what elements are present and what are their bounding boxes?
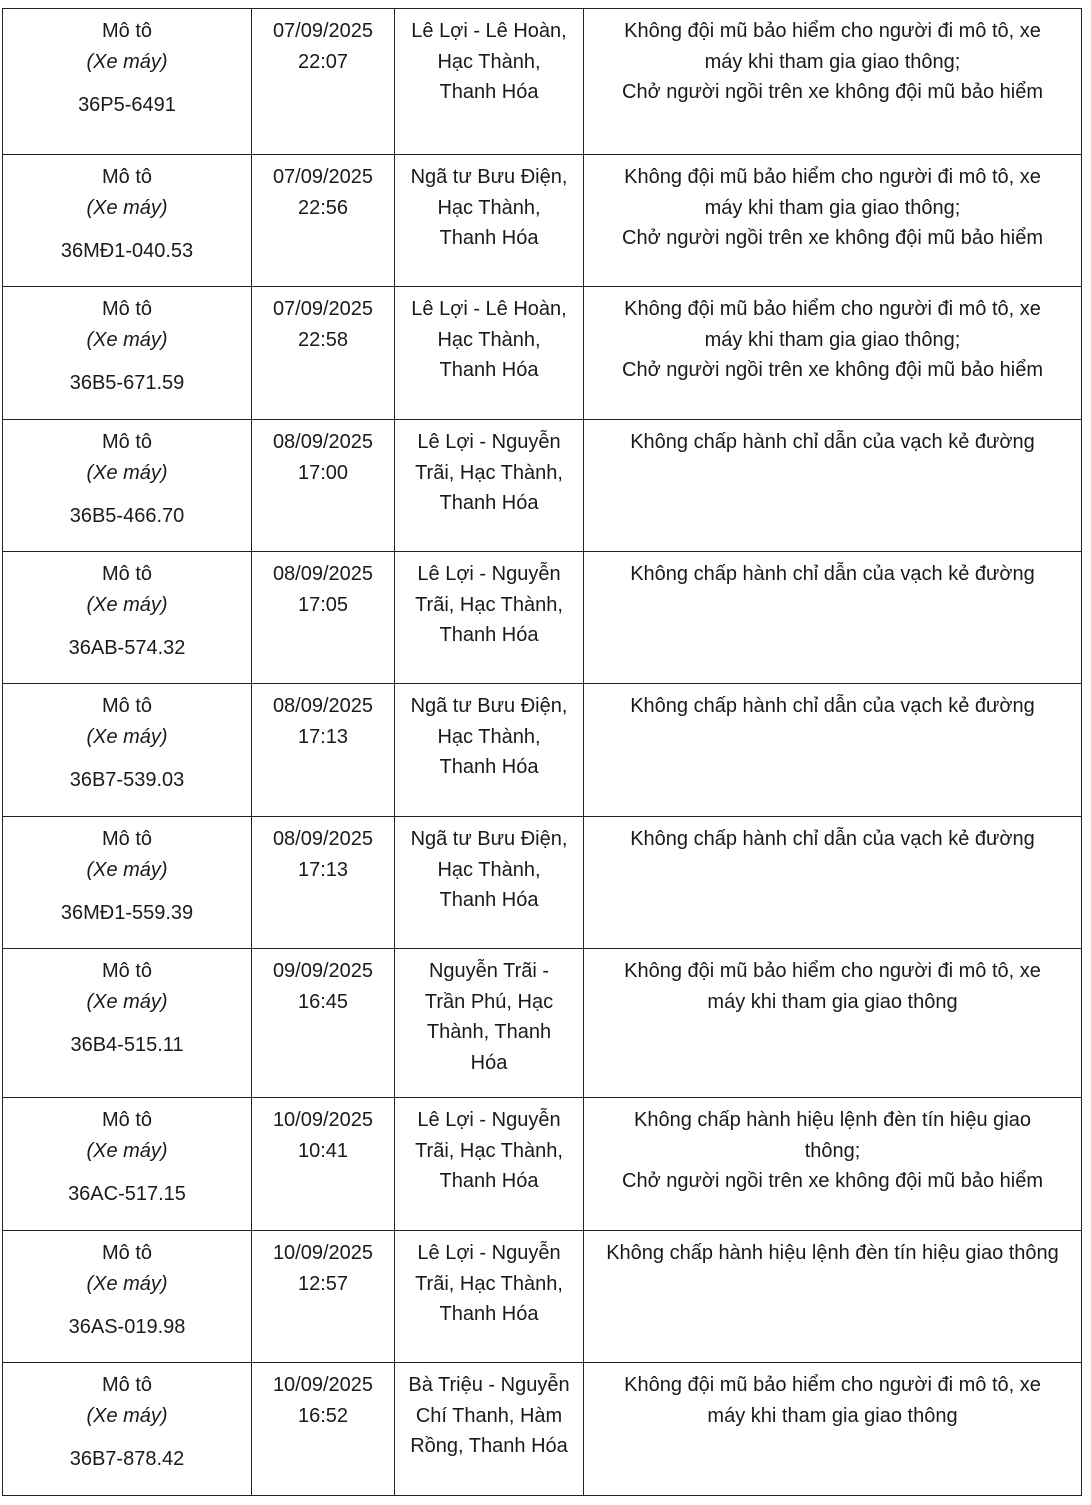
table-row (3, 1231, 1082, 1363)
violation-cell (584, 1098, 1082, 1231)
vehicle-subtype: (Xe máy) (86, 725, 168, 748)
violation-time: 22:56 (297, 196, 349, 219)
location-cell (395, 684, 584, 817)
datetime-cell (252, 420, 395, 552)
violation-cell (584, 552, 1082, 684)
location-line: Thanh Hóa (439, 227, 539, 249)
datetime-cell (252, 155, 395, 287)
license-plate: 36B5-466.70 (69, 505, 185, 527)
violation-line: Chở người ngồi trên xe không đội mũ bảo hiểm (622, 81, 1043, 103)
location-line: Thanh Hóa (439, 1170, 539, 1192)
violation-cell (584, 9, 1082, 155)
license-plate: 36B5-671.59 (69, 372, 185, 394)
vehicle-type: Mô tô (101, 1242, 153, 1264)
location-line: Chí Thanh, Hàm (415, 1404, 563, 1427)
table-row (3, 287, 1082, 420)
vehicle-type: Mô tô (101, 563, 153, 585)
datetime-cell (252, 1098, 395, 1231)
vehicle-type: Mô tô (101, 1109, 153, 1131)
violation-date: 08/09/2025 (272, 563, 374, 585)
location-line: Nguyễn Trãi - (428, 960, 550, 982)
violation-date: 07/09/2025 (272, 298, 374, 320)
violation-line: Không đội mũ bảo hiểm cho người đi mô tô, xe (624, 1374, 1041, 1396)
violation-date: 10/09/2025 (272, 1242, 374, 1264)
violation-time: 17:00 (297, 461, 349, 484)
violation-time: 17:13 (297, 725, 349, 748)
vehicle-cell (3, 552, 252, 684)
vehicle-subtype: (Xe máy) (86, 858, 168, 881)
location-cell (395, 420, 584, 552)
violation-time: 22:07 (297, 50, 349, 73)
license-plate: 36AC-517.15 (68, 1183, 186, 1205)
vehicle-cell (3, 155, 252, 287)
vehicle-subtype: (Xe máy) (86, 328, 168, 351)
violation-date: 08/09/2025 (272, 828, 374, 850)
datetime-cell (252, 949, 395, 1098)
location-line: Ngã tư Bưu Điện, (410, 695, 568, 717)
location-cell (395, 9, 584, 155)
violation-cell (584, 420, 1082, 552)
datetime-cell (252, 684, 395, 817)
location-line: Thành, Thanh (426, 1021, 552, 1043)
location-cell (395, 1363, 584, 1496)
location-cell (395, 552, 584, 684)
violation-time: 17:05 (297, 593, 349, 616)
license-plate: 36B7-878.42 (69, 1448, 185, 1470)
datetime-cell (252, 1363, 395, 1496)
table-row (3, 1098, 1082, 1231)
table-row (3, 155, 1082, 287)
location-line: Lê Lợi - Nguyễn (417, 563, 561, 585)
vehicle-cell (3, 1363, 252, 1496)
violation-line: máy khi tham gia giao thông; (704, 50, 961, 73)
location-line: Thanh Hóa (439, 81, 539, 103)
datetime-cell (252, 287, 395, 420)
violation-cell (584, 684, 1082, 817)
location-line: Lê Lợi - Lê Hoàn, (411, 298, 567, 320)
location-line: Thanh Hóa (439, 889, 539, 911)
violation-line: Chở người ngồi trên xe không đội mũ bảo hiểm (622, 359, 1043, 381)
violation-date: 10/09/2025 (272, 1109, 374, 1131)
location-line: Thanh Hóa (439, 359, 539, 381)
vehicle-type: Mô tô (101, 166, 153, 188)
violation-line: máy khi tham gia giao thông; (704, 328, 961, 351)
license-plate: 36B7-539.03 (69, 769, 185, 791)
violation-date: 09/09/2025 (272, 960, 374, 982)
license-plate: 36MĐ1-040.53 (60, 240, 194, 262)
table-row (3, 1363, 1082, 1496)
license-plate: 36AS-019.98 (68, 1316, 186, 1338)
license-plate: 36MĐ1-559.39 (60, 902, 194, 924)
violation-line: Không chấp hành hiệu lệnh đèn tín hiệu giao (633, 1109, 1031, 1131)
violation-line: thông; (804, 1139, 861, 1162)
location-line: Bà Triệu - Nguyễn (408, 1374, 570, 1396)
vehicle-cell (3, 287, 252, 420)
violation-time: 22:58 (297, 328, 349, 351)
location-cell (395, 817, 584, 949)
location-line: Lê Lợi - Nguyễn (417, 1109, 561, 1131)
location-line: Thanh Hóa (439, 756, 539, 778)
location-line: Ngã tư Bưu Điện, (410, 828, 568, 850)
table-row (3, 949, 1082, 1098)
vehicle-type: Mô tô (101, 298, 153, 320)
vehicle-type: Mô tô (101, 1374, 153, 1396)
vehicle-type: Mô tô (101, 431, 153, 453)
vehicle-subtype: (Xe máy) (86, 461, 168, 484)
violation-line: máy khi tham gia giao thông (707, 1404, 958, 1427)
vehicle-type: Mô tô (101, 695, 153, 717)
location-cell (395, 155, 584, 287)
violation-line: Chở người ngồi trên xe không đội mũ bảo hiểm (622, 1170, 1043, 1192)
location-line: Thanh Hóa (439, 492, 539, 514)
vehicle-cell (3, 949, 252, 1098)
vehicle-cell (3, 9, 252, 155)
violation-line: Không đội mũ bảo hiểm cho người đi mô tô, xe (624, 166, 1041, 188)
table-row (3, 9, 1082, 155)
license-plate: 36AB-574.32 (68, 637, 186, 659)
location-line: Hạc Thành, (437, 858, 541, 881)
violation-line: Chở người ngồi trên xe không đội mũ bảo hiểm (622, 227, 1043, 249)
vehicle-subtype: (Xe máy) (86, 1272, 168, 1295)
vehicle-subtype: (Xe máy) (86, 196, 168, 219)
location-cell (395, 1098, 584, 1231)
violation-line: Không chấp hành chỉ dẫn của vạch kẻ đường (630, 695, 1035, 717)
violation-date: 08/09/2025 (272, 431, 374, 453)
vehicle-type: Mô tô (101, 20, 153, 42)
location-line: Trãi, Hạc Thành, (415, 1139, 563, 1162)
table-row (3, 552, 1082, 684)
violation-cell (584, 1231, 1082, 1363)
violation-cell (584, 949, 1082, 1098)
vehicle-type: Mô tô (101, 960, 153, 982)
violation-time: 12:57 (297, 1272, 349, 1295)
location-line: Trãi, Hạc Thành, (415, 593, 563, 616)
violation-line: Không chấp hành hiệu lệnh đèn tín hiệu giao thông (606, 1242, 1059, 1264)
location-line: Trãi, Hạc Thành, (415, 461, 563, 484)
location-line: Lê Lợi - Nguyễn (417, 431, 561, 453)
violation-date: 10/09/2025 (272, 1374, 374, 1396)
location-line: Trãi, Hạc Thành, (415, 1272, 563, 1295)
location-line: Hạc Thành, (437, 328, 541, 351)
violation-time: 16:45 (297, 990, 349, 1013)
violation-cell (584, 155, 1082, 287)
vehicle-subtype: (Xe máy) (86, 990, 168, 1013)
location-cell (395, 287, 584, 420)
location-line: Thanh Hóa (439, 624, 539, 646)
location-line: Hóa (470, 1051, 508, 1074)
license-plate: 36P5-6491 (78, 94, 176, 116)
violation-cell (584, 1363, 1082, 1496)
table-row (3, 684, 1082, 817)
violation-line: Không đội mũ bảo hiểm cho người đi mô tô, xe (624, 298, 1041, 320)
violation-cell (584, 817, 1082, 949)
table-row (3, 420, 1082, 552)
violation-date: 08/09/2025 (272, 695, 374, 717)
location-line: Trần Phú, Hạc (424, 990, 554, 1013)
location-line: Rồng, Thanh Hóa (410, 1435, 568, 1457)
datetime-cell (252, 552, 395, 684)
vehicle-subtype: (Xe máy) (86, 1404, 168, 1427)
violation-date: 07/09/2025 (272, 166, 374, 188)
violation-line: Không chấp hành chỉ dẫn của vạch kẻ đường (630, 431, 1035, 453)
license-plate: 36B4-515.11 (70, 1034, 184, 1056)
vehicle-subtype: (Xe máy) (86, 593, 168, 616)
violation-time: 10:41 (297, 1139, 349, 1162)
violation-time: 17:13 (297, 858, 349, 881)
location-line: Lê Lợi - Lê Hoàn, (411, 20, 567, 42)
vehicle-cell (3, 684, 252, 817)
location-line: Hạc Thành, (437, 725, 541, 748)
violations-table (2, 8, 1082, 1496)
location-line: Lê Lợi - Nguyễn (417, 1242, 561, 1264)
vehicle-subtype: (Xe máy) (86, 50, 168, 73)
violation-time: 16:52 (297, 1404, 349, 1427)
violation-line: máy khi tham gia giao thông (707, 990, 958, 1013)
datetime-cell (252, 1231, 395, 1363)
violation-line: Không chấp hành chỉ dẫn của vạch kẻ đường (630, 563, 1035, 585)
location-line: Hạc Thành, (437, 196, 541, 219)
location-line: Ngã tư Bưu Điện, (410, 166, 568, 188)
violation-line: máy khi tham gia giao thông; (704, 196, 961, 219)
location-cell (395, 1231, 584, 1363)
violation-date: 07/09/2025 (272, 20, 374, 42)
location-line: Thanh Hóa (439, 1303, 539, 1325)
vehicle-cell (3, 1231, 252, 1363)
violation-line: Không đội mũ bảo hiểm cho người đi mô tô, xe (624, 960, 1041, 982)
location-cell (395, 949, 584, 1098)
violation-line: Không chấp hành chỉ dẫn của vạch kẻ đường (630, 828, 1035, 850)
violations-table-body (3, 9, 1082, 1496)
datetime-cell (252, 9, 395, 155)
vehicle-type: Mô tô (101, 828, 153, 850)
table-row (3, 817, 1082, 949)
vehicle-cell (3, 1098, 252, 1231)
vehicle-cell (3, 420, 252, 552)
vehicle-cell (3, 817, 252, 949)
violation-line: Không đội mũ bảo hiểm cho người đi mô tô, xe (624, 20, 1041, 42)
violation-cell (584, 287, 1082, 420)
vehicle-subtype: (Xe máy) (86, 1139, 168, 1162)
location-line: Hạc Thành, (437, 50, 541, 73)
datetime-cell (252, 817, 395, 949)
